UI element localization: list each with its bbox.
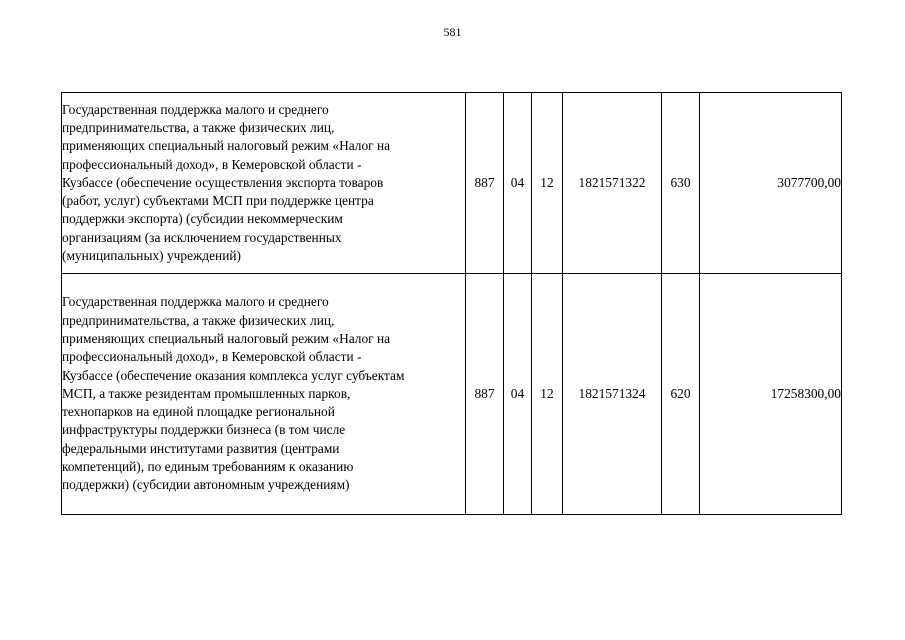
table-row [62, 274, 842, 515]
description-line: организациям (за исключением государственных [62, 229, 342, 245]
description-line: Кузбассе (обеспечение оказания комплекса услуг субъектам [62, 367, 405, 383]
description-line: Кузбассе (обеспечение осуществления экспорта товаров [62, 174, 384, 190]
description-line: предпринимательства, а также физических лиц, [62, 312, 335, 328]
description-line: технопарков на единой площадке региональной [62, 404, 335, 420]
description-line: инфраструктуры поддержки бизнеса (в том числе [62, 422, 346, 438]
amount: 17258300,00 [700, 274, 842, 515]
target-item-code: 1821571322 [563, 93, 662, 274]
description-line: применяющих специальный налоговый режим «Налог на [62, 138, 391, 154]
description-line: применяющих специальный налоговый режим «Налог на [62, 330, 391, 346]
page-number: 581 [443, 25, 462, 39]
section-code: 04 [504, 93, 532, 274]
description-line: компетенций), по единым требованиям к оказанию [62, 459, 354, 475]
description-line: (муниципальных) учреждений) [62, 248, 242, 264]
target-item-code: 1821571324 [563, 274, 662, 515]
section-code: 04 [504, 274, 532, 515]
description-line: федеральными институтами развития (центрами [62, 440, 340, 456]
description-line: поддержки экспорта) (субсидии некоммерческим [62, 211, 343, 227]
table-row [62, 93, 842, 274]
description-line: поддержки) (субсидии автономным учреждениям) [62, 477, 350, 493]
row-description [62, 93, 466, 274]
description-line: МСП, а также резидентам промышленных парков, [62, 385, 351, 401]
row-description [62, 274, 466, 515]
subsection-code: 12 [532, 274, 563, 515]
description-line: Государственная поддержка малого и среднего [62, 101, 329, 117]
description-line: профессиональный доход», в Кемеровской области - [62, 156, 362, 172]
amount: 3077700,00 [700, 93, 842, 274]
description-line: Государственная поддержка малого и среднего [62, 294, 329, 310]
description-line: (работ, услуг) субъектами МСП при поддержке центра [62, 193, 374, 209]
description-line: профессиональный доход», в Кемеровской области - [62, 349, 362, 365]
budget-table [61, 92, 842, 515]
subsection-code: 12 [532, 93, 563, 274]
ministry-code: 887 [466, 274, 504, 515]
expense-type-code: 620 [662, 274, 700, 515]
description-line: предпринимательства, а также физических лиц, [62, 119, 335, 135]
expense-type-code: 630 [662, 93, 700, 274]
ministry-code: 887 [466, 93, 504, 274]
